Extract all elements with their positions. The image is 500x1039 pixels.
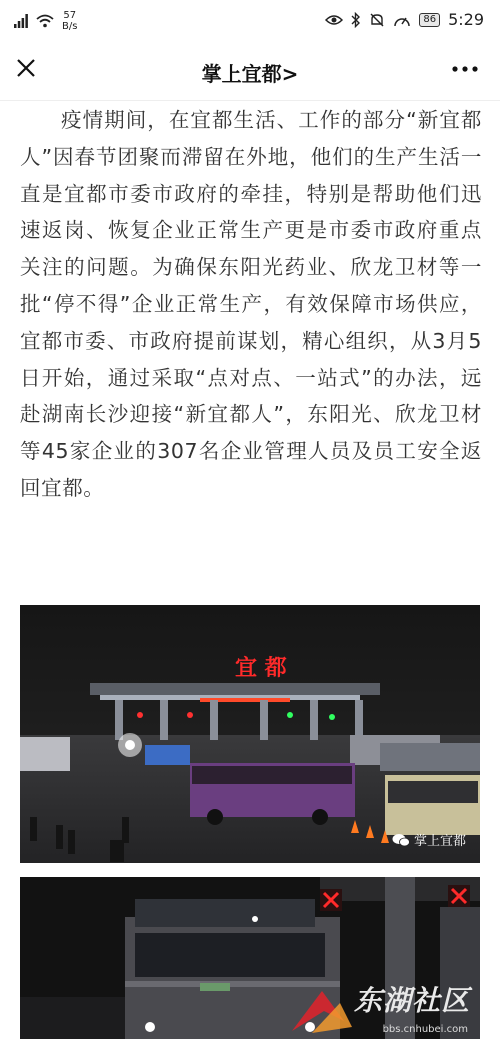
network-speed-value: 57	[63, 10, 77, 21]
battery-icon: 86	[419, 13, 440, 27]
account-watermark	[392, 830, 466, 849]
status-bar-right	[325, 10, 484, 29]
article-photo-toll-station[interactable]	[20, 605, 480, 863]
status-bar-left	[14, 10, 77, 32]
close-icon[interactable]	[14, 56, 38, 80]
nfc-icon	[393, 12, 411, 28]
signal-icon	[14, 14, 28, 28]
lane-closed-icon	[448, 885, 470, 907]
wechat-icon	[392, 833, 410, 847]
bluetooth-icon	[351, 12, 361, 28]
wifi-icon	[36, 14, 54, 28]
status-time: 5:29	[448, 10, 484, 29]
toll-station-sign: 宜 都	[235, 656, 287, 681]
mute-icon	[369, 12, 385, 28]
chevron-right-icon: >	[281, 62, 299, 86]
status-bar	[0, 0, 500, 40]
more-icon[interactable]	[450, 62, 480, 76]
forum-watermark-url: bbs.cnhubei.com	[382, 1024, 468, 1035]
eye-icon	[325, 14, 343, 26]
forum-watermark-title: 东湖社区	[353, 984, 470, 1017]
account-title-text: 掌上宜都	[201, 62, 282, 86]
lane-closed-icon	[320, 889, 342, 911]
network-speed	[62, 10, 77, 32]
article-body	[20, 100, 482, 507]
watermark-account-name: 掌上宜都	[413, 834, 466, 849]
article-photo-bus[interactable]	[20, 877, 480, 1039]
network-speed-unit: B/s	[62, 21, 78, 32]
nav-bar	[0, 40, 500, 101]
article-paragraph: 疫情期间，在宜都生活、工作的部分“新宜都人”因春节团聚而滞留在外地，他们的生产生活一直是宜都市委市政府的牵挂，特别是帮助他们迅速返岗、恢复企业正常生产更是市委市政府重点关注的问题。为确保东阳光药业、欣龙卫材等一批“停不得”企业正常生产，有效保障市场供应，宜都市委、市政府提前谋划，精心组织，从3月5日开始，通过采取“点对点、一站式”的办法，远赴湖南长沙迎接“新宜都人”，东阳光、欣龙卫材等45家企业的307名企业管理人员及员工安全返回宜都。	[20, 108, 482, 500]
account-title[interactable]	[150, 58, 350, 87]
